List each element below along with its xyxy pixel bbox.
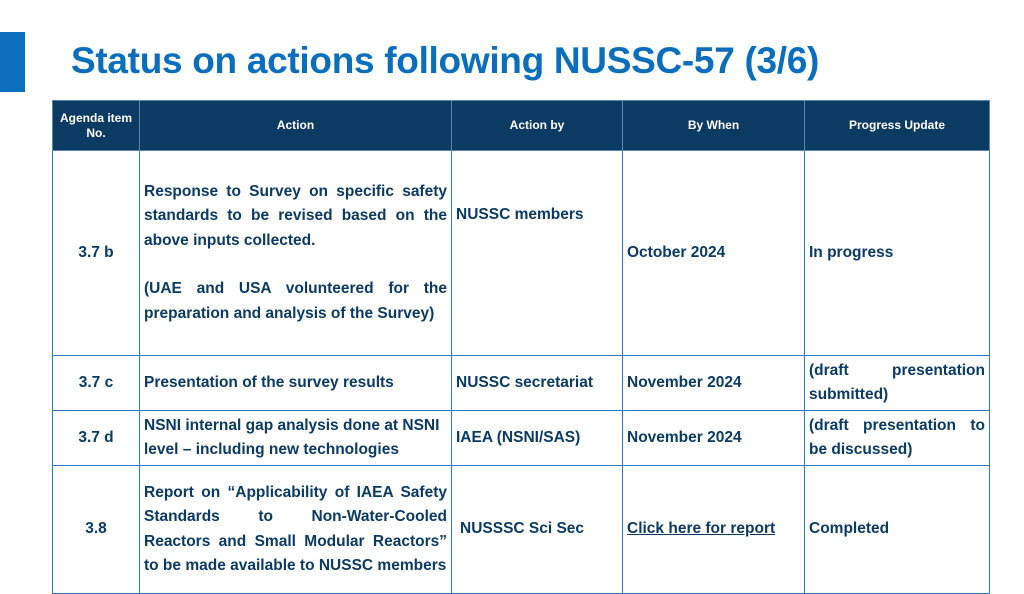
action-cell: Presentation of the survey results: [140, 356, 452, 411]
by-when-cell: October 2024: [623, 151, 805, 356]
table-row: [53, 466, 990, 594]
header-by-when: By When: [623, 101, 805, 151]
header-progress-update: Progress Update: [805, 101, 990, 151]
by-when-cell: November 2024: [623, 356, 805, 411]
accent-bar: [0, 32, 25, 92]
report-link[interactable]: Click here for report: [627, 520, 776, 538]
header-agenda-item: Agenda item No.: [53, 101, 140, 151]
by-when-cell: November 2024: [623, 411, 805, 466]
progress-cell: Completed: [805, 466, 990, 594]
header-action: Action: [140, 101, 452, 151]
progress-cell: (draft presentation to be discussed): [805, 411, 990, 466]
table-row: [53, 411, 990, 466]
progress-cell: In progress: [805, 151, 990, 356]
action-note: (UAE and USA volunteered for the preparation and analysis of the Survey): [144, 280, 447, 322]
action-by-cell: NUSSC secretariat: [452, 356, 623, 411]
action-cell: Report on “Applicability of IAEA Safety Standards to Non-Water-Cooled Reactors and Small Modular Reactors” to be made available to NUSSC members: [140, 466, 452, 594]
action-text: Response to Survey on specific safety standards to be revised based on the above inputs collected.: [144, 182, 447, 249]
spacer: [144, 253, 447, 277]
table-row: [53, 151, 990, 356]
table-row: [53, 356, 990, 411]
by-when-cell: [623, 466, 805, 594]
status-table: [52, 100, 990, 594]
agenda-item-cell: 3.8: [53, 466, 140, 594]
agenda-item-cell: 3.7 c: [53, 356, 140, 411]
agenda-item-cell: 3.7 d: [53, 411, 140, 466]
action-by-cell: NUSSC members: [452, 151, 623, 356]
header-action-by: Action by: [452, 101, 623, 151]
action-cell: NSNI internal gap analysis done at NSNI level – including new technologies: [140, 411, 452, 466]
progress-cell: (draft presentation submitted): [805, 356, 990, 411]
action-by-cell: IAEA (NSNI/SAS): [452, 411, 623, 466]
action-cell: [140, 151, 452, 356]
action-by-cell: NUSSSC Sci Sec: [452, 466, 623, 594]
table-header-row: [53, 101, 990, 151]
page-title: Status on actions following NUSSC-57 (3/6): [71, 40, 820, 81]
agenda-item-cell: 3.7 b: [53, 151, 140, 356]
